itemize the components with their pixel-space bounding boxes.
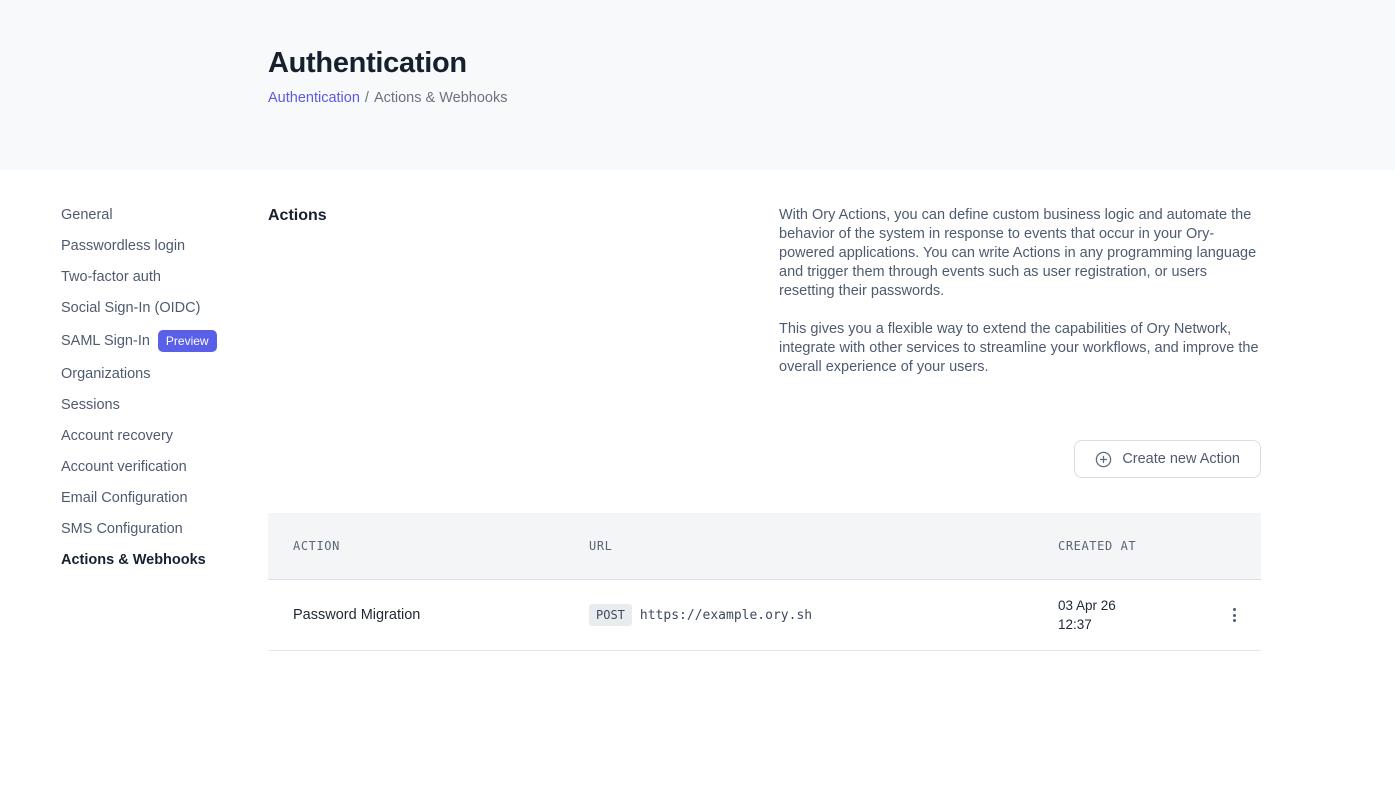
http-method-badge: POST: [589, 604, 632, 626]
preview-badge: Preview: [158, 330, 217, 352]
breadcrumb-current: Actions & Webhooks: [373, 90, 508, 106]
description-paragraph-1: With Ory Actions, you can define custom business logic and automate the behavior of the system in response to events that occur in your Ory-powered applications. You can write Actions in any programming language and trigger them through events such as user registration, or users resetting their passwords.: [779, 207, 1257, 299]
breadcrumb: [268, 89, 1395, 108]
table-header-row: [268, 513, 1261, 580]
page-header: [0, 0, 1395, 170]
column-header-created-at: CREATED AT: [1058, 539, 1137, 553]
kebab-vertical-icon: [1233, 608, 1236, 611]
create-action-button-label: Create new Action: [1122, 451, 1240, 467]
settings-sidebar: [0, 206, 268, 651]
sidebar-item-saml-sign-in[interactable]: SAML Sign-In Preview: [61, 330, 268, 352]
breadcrumb-separator: /: [364, 90, 369, 106]
plus-circle-icon: [1095, 451, 1112, 468]
section-title-actions: Actions: [268, 207, 327, 224]
actions-table: [268, 513, 1261, 651]
sidebar-item-email-configuration[interactable]: Email Configuration: [61, 490, 188, 506]
actions-description: [779, 206, 1261, 377]
created-at-cell: [1033, 596, 1208, 634]
sidebar-item-account-recovery[interactable]: Account recovery: [61, 428, 174, 444]
actions-intro-row: [268, 206, 1261, 377]
create-action-button[interactable]: [1074, 440, 1261, 478]
breadcrumb-link-authentication[interactable]: Authentication: [268, 90, 360, 106]
sidebar-item-general[interactable]: General: [61, 207, 113, 223]
sidebar-item-passwordless-login[interactable]: Passwordless login: [61, 238, 186, 254]
sidebar-item-social-sign-in-oidc[interactable]: Social Sign-In (OIDC): [61, 300, 201, 316]
action-name-cell: Password Migration: [293, 607, 421, 623]
url-text: https://example.ory.sh: [639, 607, 813, 623]
table-row-password-migration[interactable]: [268, 580, 1261, 651]
description-paragraph-2: This gives you a flexible way to extend the capabilities of Ory Network, integrate with other services to streamline your workflows, and improve the overall experience of your users.: [779, 321, 1259, 375]
created-date: 03 Apr 26: [1058, 598, 1116, 613]
sidebar-item-two-factor-auth[interactable]: Two-factor auth: [61, 269, 161, 285]
sidebar-item-sessions[interactable]: Sessions: [61, 397, 120, 413]
row-menu-button[interactable]: [1219, 599, 1251, 631]
sidebar-item-organizations[interactable]: Organizations: [61, 366, 151, 382]
sidebar-item-actions-webhooks[interactable]: Actions & Webhooks: [61, 552, 206, 568]
column-header-action: ACTION: [293, 539, 340, 553]
sidebar-item-account-verification[interactable]: Account verification: [61, 459, 187, 475]
page-title: Authentication: [268, 47, 467, 79]
column-header-url: URL: [589, 539, 613, 553]
url-cell: [564, 604, 1033, 626]
content-area: [0, 170, 1395, 651]
created-time: 12:37: [1058, 617, 1092, 632]
sidebar-item-sms-configuration[interactable]: SMS Configuration: [61, 521, 183, 537]
main-content: [268, 206, 1261, 651]
toolbar-row: [268, 440, 1261, 478]
